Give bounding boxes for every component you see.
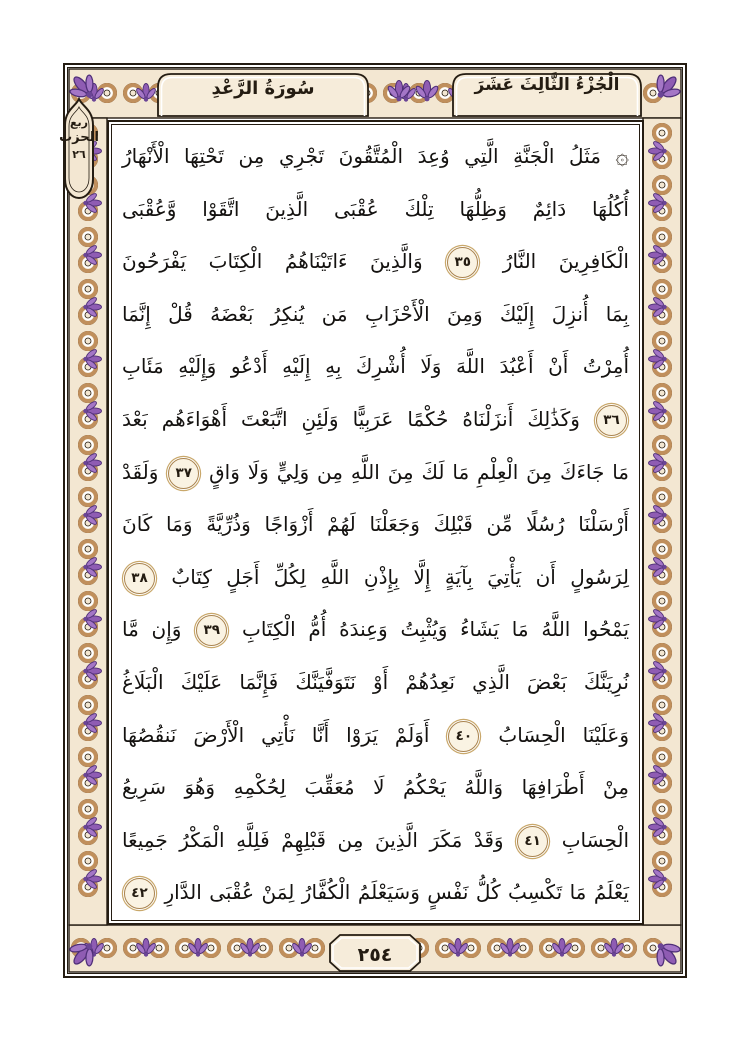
quran-line <box>122 761 629 814</box>
quran-text: لِرَسُولٍ أَن يَأْتِيَ بِآيَةٍ إِلَّا بِإِذْنِ اللَّهِ لِكُلِّ أَجَلٍ كِتَابٌ <box>171 564 629 589</box>
quran-line <box>122 866 629 919</box>
quran-text: وَكَذَٰلِكَ أَنزَلْنَاهُ حُكْمًا عَرَبِيًّا وَلَئِنِ اتَّبَعْتَ أَهْوَاءَهُم بَعْدَ <box>122 406 580 431</box>
quran-line <box>122 183 629 236</box>
quran-text: يَعْلَمُ مَا تَكْسِبُ كُلُّ نَفْسٍ وَسَيَعْلَمُ الْكُفَّارُ لِمَنْ عُقْبَى الدَّارِ <box>164 880 629 905</box>
quran-text: أُكُلُهَا دَائِمٌ وَظِلُّهَا تِلْكَ عُقْبَى الَّذِينَ اتَّقَوْا وَّعُقْبَى <box>122 196 629 221</box>
ayah-end-marker: ٤٠ <box>448 721 479 752</box>
ayah-end-marker: ٤٢ <box>124 878 155 909</box>
hizb-marker-word-bottom: الحزب <box>59 130 99 145</box>
text-frame <box>107 120 644 925</box>
quran-text: وَعَلَيْنَا الْحِسَابُ <box>498 722 630 747</box>
quran-text: نُرِيَنَّكَ بَعْضَ الَّذِي نَعِدُهُمْ أَوْ نَتَوَفَّيَنَّكَ فَإِنَّمَا عَلَيْكَ الْبَلَاغُ <box>122 669 629 694</box>
quran-text: يَمْحُوا اللَّهُ مَا يَشَاءُ وَيُثْبِتُ وَعِندَهُ أُمُّ الْكِتَابِ <box>242 617 630 642</box>
hizb-marker <box>49 116 109 163</box>
hizb-marker-word-top: ربع <box>70 116 88 129</box>
ayah-end-marker: ٣٧ <box>168 458 199 489</box>
rub-el-hizb-icon: ۞ <box>615 144 629 171</box>
quran-text: وَلَقَدْ <box>122 459 159 484</box>
ayah-end-marker: ٣٨ <box>124 563 155 594</box>
quran-line <box>122 656 629 709</box>
ayah-end-marker: ٣٩ <box>196 615 227 646</box>
ayah-end-marker: ٣٥ <box>447 247 478 278</box>
quran-line <box>122 498 629 551</box>
hizb-marker-number: ٢٦ <box>72 148 86 161</box>
quran-line <box>122 814 629 867</box>
quran-text: أَرْسَلْنَا رُسُلًا مِّن قَبْلِكَ وَجَعَلْنَا لَهُمْ أَزْوَاجًا وَذُرِّيَّةً وَمَا كَانَ <box>122 512 629 537</box>
quran-text: مَثَلُ الْجَنَّةِ الَّتِي وُعِدَ الْمُتَّقُونَ تَجْرِي مِن تَحْتِهَا الْأَنْهَارُ <box>122 144 601 168</box>
page-number: ٢٥٤ <box>357 944 393 966</box>
juz-title: الْجُزْءُ الثَّالِثَ عَشَرَ <box>474 75 620 95</box>
ayah-end-marker: ٤١ <box>517 826 548 857</box>
quran-line <box>122 709 629 762</box>
quran-text: أَوَلَمْ يَرَوْا أَنَّا نَأْتِي الْأَرْضَ نَنقُصُهَا <box>122 722 430 747</box>
quran-text: وَالَّذِينَ ءَاتَيْنَاهُمُ الْكِتَابَ يَفْرَحُونَ <box>122 249 423 274</box>
quran-line <box>122 603 629 656</box>
quran-text: وَإِن مَّا <box>122 617 182 642</box>
quran-line <box>122 446 629 499</box>
quran-text: الْحِسَابِ <box>561 827 630 852</box>
quran-line <box>122 551 629 604</box>
mushaf-lines <box>111 124 640 921</box>
quran-line <box>122 130 629 183</box>
quran-line <box>122 235 629 288</box>
quran-text: الْكَافِرِينَ النَّارُ <box>502 249 629 274</box>
quran-line <box>122 340 629 393</box>
quran-text: مَا جَاءَكَ مِنَ الْعِلْمِ مَا لَكَ مِنَ اللَّهِ مِن وَلِيٍّ وَلَا وَاقٍ <box>209 459 630 484</box>
ayah-end-marker: ٣٦ <box>596 405 627 436</box>
surah-title: سُورَةُ الرَّعْدِ <box>211 78 315 99</box>
quran-text: بِمَا أُنزِلَ إِلَيْكَ وَمِنَ الْأَحْزَابِ مَن يُنكِرُ بَعْضَهُ قُلْ إِنَّمَا <box>122 301 629 326</box>
quran-text: وَقَدْ مَكَرَ الَّذِينَ مِن قَبْلِهِمْ فَلِلَّهِ الْمَكْرُ جَمِيعًا <box>122 827 504 852</box>
quran-text: مِنْ أَطْرَافِهَا وَاللَّهُ يَحْكُمُ لَا مُعَقِّبَ لِحُكْمِهِ وَهُوَ سَرِيعُ <box>122 775 629 800</box>
quran-line <box>122 393 629 446</box>
quran-text: أُمِرْتُ أَنْ أَعْبُدَ اللَّهَ وَلَا أُشْرِكَ بِهِ إِلَيْهِ أَدْعُو وَإِلَيْهِ مَئَابِ <box>122 354 629 379</box>
quran-line <box>122 288 629 341</box>
